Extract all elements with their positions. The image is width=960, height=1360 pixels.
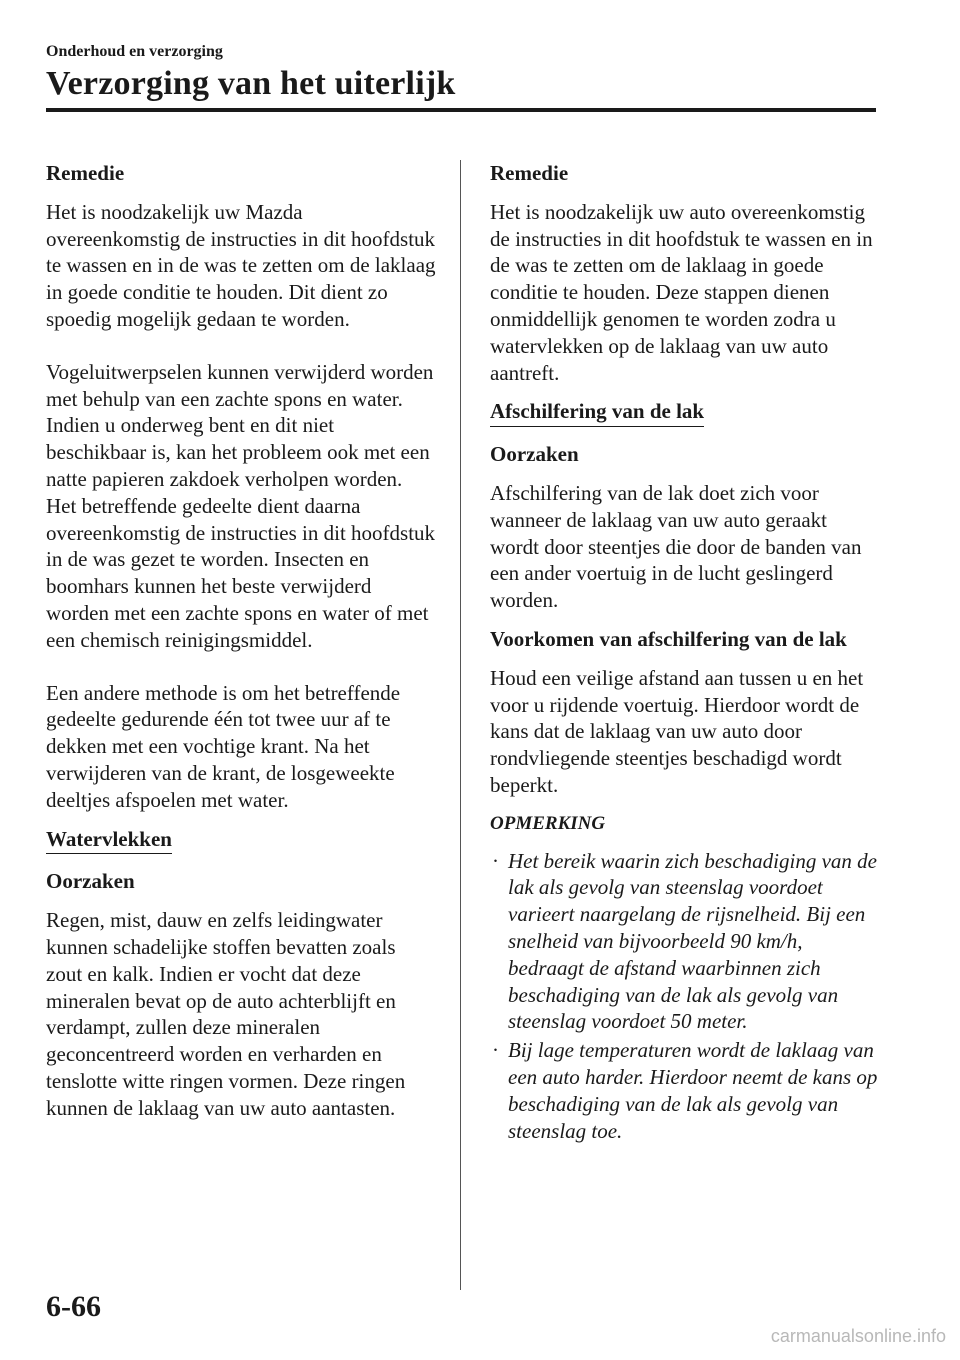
remedie-heading-right: Remedie	[490, 161, 569, 185]
note-title: OPMERKING	[490, 812, 606, 834]
header-rule	[46, 108, 876, 112]
page-header	[46, 42, 876, 104]
note-item	[490, 848, 880, 1036]
note-item	[490, 1037, 880, 1144]
note-list	[490, 848, 880, 1145]
paragraph-alternative-method: Een andere methode is om het betreffende gedeelte gedurende één tot twee uur af te dekken met een vochtige krant. Na het verwijderen van de krant, de losgeweekte deeltjes afspoelen met water.	[46, 680, 401, 812]
left-column	[46, 160, 436, 1134]
remedie-heading-left: Remedie	[46, 161, 125, 185]
note-text: Het bereik waarin zich beschadiging van de lak als gevolg van steenslag voordoet varieert naargelang de rijsnelheid. Bij een snelheid van bijvoorbeeld 90 km/h, bedraagt de afstand waarbinnen zich beschadiging van de lak als gevolg van steenslag voordoet 50 meter.	[508, 848, 877, 1034]
paragraph-water-spots-causes: Regen, mist, dauw en zelfs leidingwater kunnen schadelijke stoffen bevatten zoals zout en kalk. Indien er vocht dat deze mineralen bevat op de auto achterblijft en verdampt, zullen deze mineralen geconcentreerd worden en verharden en tenslotte witte ringen vormen. Deze ringen kunnen de laklaag van uw auto aantasten.	[46, 908, 406, 1120]
right-column	[490, 160, 880, 1146]
paragraph-remedie-left: Het is noodzakelijk uw Mazda overeenkomstig de instructies in dit hoofdstuk te wassen en in de was te zetten om de laklaag in goede conditie te houden. Dit dient zo spoedig mogelijk gedaan te worden.	[46, 199, 436, 331]
page-title: Verzorging van het uiterlijk	[46, 65, 456, 102]
paragraph-remedie-right: Het is noodzakelijk uw auto overeenkomstig de instructies in dit hoofdstuk te wassen en in de was te zetten om de laklaag in goede conditie te houden. Deze stappen dienen onmiddellijk genomen te worden zodra u watervlekken op de laklaag van uw auto aantreft.	[490, 199, 873, 385]
section-label: Onderhoud en verzorging	[46, 43, 223, 60]
column-divider	[460, 160, 461, 1290]
watermark: carmanualsonline.info	[770, 1326, 946, 1346]
bullet-icon: ·	[492, 1038, 499, 1063]
voorkomen-heading: Voorkomen van afschilfering van de lak	[490, 626, 847, 651]
oorzaken-heading-left: Oorzaken	[46, 869, 135, 894]
heading-watervlekken: Watervlekken	[46, 826, 172, 855]
oorzaken-heading-right: Oorzaken	[490, 442, 579, 467]
bullet-icon: ·	[492, 848, 499, 873]
paragraph-chipping-causes: Afschilfering van de lak doet zich voor wanneer de laklaag van uw auto geraakt wordt door steentjes die door de banden van een ander voertuig in de lucht geslingerd worden.	[490, 480, 862, 613]
page-number: 6-66	[46, 1290, 101, 1323]
paragraph-prevention: Houd een veilige afstand aan tussen u en het voor u rijdende voertuig. Hierdoor wordt de kans dat de laklaag van uw auto door rondvliegende steentjes beschadigd wordt beperkt.	[490, 665, 864, 797]
heading-afschilfering: Afschilfering van de lak	[490, 398, 704, 427]
note-text: Bij lage temperaturen wordt de laklaag van een auto harder. Hierdoor neemt de kans op beschadiging van de lak als gevolg van steenslag toe.	[508, 1038, 878, 1143]
paragraph-bird-droppings: Vogeluitwerpselen kunnen verwijderd worden met behulp van een zachte spons en water. Indien u onderweg bent en dit niet beschikbaar is, kan het probleem ook met een natte papieren zakdoek verholpen worden. Het betreffende gedeelte dient daarna overeenkomstig de instructies in dit hoofdstuk in de was gezet te worden. Insecten en boomhars kunnen het beste verwijderd worden met een zachte spons en water of met een chemisch reinigingsmiddel.	[46, 359, 436, 652]
